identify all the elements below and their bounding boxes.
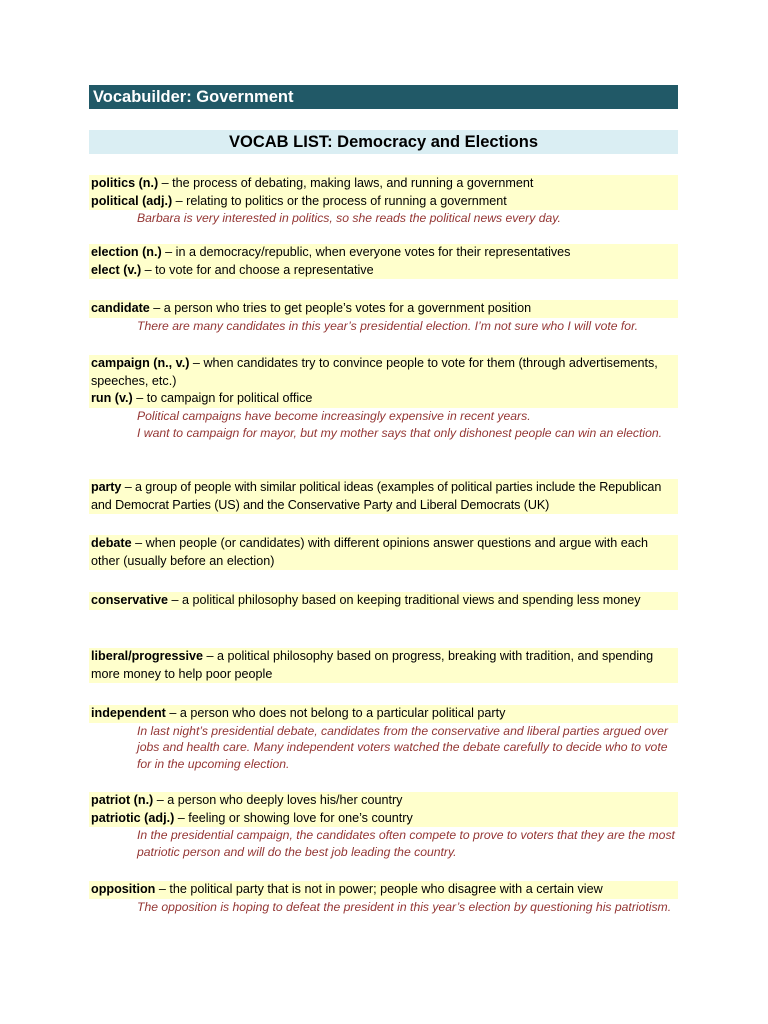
definition	[89, 300, 678, 318]
vocab-entry-independent	[89, 705, 678, 773]
vocab-list-title	[89, 130, 678, 154]
term: independent	[91, 706, 166, 720]
vocab-entry-party	[89, 479, 678, 514]
definition-text: – when people (or candidates) with different opinions answer questions and argue with each other (usually before an election)	[91, 536, 649, 568]
term: patriotic (adj.)	[91, 810, 175, 825]
definition-text: – to campaign for political office	[132, 391, 313, 406]
example-sentence: There are many candidates in this year’s presidential election. I’m not sure who I will vote for.	[137, 318, 639, 333]
definition-text: – a person who tries to get people’s votes for a government position	[149, 301, 532, 315]
term: run (v.)	[91, 391, 133, 406]
vocab-entry-patriot	[89, 792, 678, 861]
vocab-entry-conservative	[89, 592, 678, 610]
term: patriot (n.)	[91, 793, 154, 807]
example-sentence: I want to campaign for mayor, but my mother says that only dishonest people can win an election.	[137, 425, 663, 440]
term: liberal/progressive	[91, 649, 203, 663]
definition	[89, 390, 678, 408]
definition	[89, 193, 678, 211]
term: campaign (n., v.)	[91, 356, 190, 370]
definition-text: – to vote for and choose a representative	[141, 262, 374, 277]
definition	[89, 881, 678, 899]
definition	[89, 810, 678, 828]
example-sentence: In last night’s presidential debate, candidates from the conservative and liberal parties argued over jobs and health care. Many independent voters watched the debate carefully to decide who to vote for in the upcoming election.	[137, 723, 668, 772]
definition	[89, 535, 678, 570]
definition-text: – a political philosophy based on progress, breaking with tradition, and spending more money to help poor people	[91, 649, 654, 681]
header-title: Vocabuilder: Government	[93, 88, 294, 106]
definition-text: – a group of people with similar political ideas (examples of political parties include the Republican and Democrat Parties (US) and the Conservative Party and Liberal Democrats (UK)	[91, 480, 662, 512]
term: politics (n.)	[91, 176, 159, 190]
definition-text: – the political party that is not in power; people who disagree with a certain view	[155, 882, 603, 896]
definition-text: – a person who does not belong to a particular political party	[165, 706, 506, 720]
vocab-entry-election	[89, 244, 678, 279]
example-sentence: In the presidential campaign, the candidates often compete to prove to voters that they are the most patriotic person and will do the best job leading the country.	[137, 828, 675, 859]
definition	[89, 244, 678, 262]
definition-text: – relating to politics or the process of running a government	[172, 193, 507, 208]
definition	[89, 262, 678, 280]
term: party	[91, 480, 122, 494]
vocab-list-title-text: VOCAB LIST: Democracy and Elections	[229, 133, 538, 151]
example-sentence: The opposition is hoping to defeat the president in this year’s election by questioning his patriotism.	[137, 899, 672, 914]
definition	[89, 592, 678, 610]
term: debate	[91, 536, 132, 550]
term: election (n.)	[91, 245, 162, 259]
definition	[89, 479, 678, 514]
vocab-entry-candidate	[89, 300, 678, 334]
definition-text: – when candidates try to convince people to vote for them (through advertisements, speeches, etc.)	[91, 356, 658, 388]
vocab-entry-opposition	[89, 881, 678, 915]
vocab-entry-politics	[89, 175, 678, 227]
page-header	[89, 85, 678, 109]
definition-text: – a person who deeply loves his/her country	[153, 793, 403, 807]
example-sentence: Political campaigns have become increasingly expensive in recent years.	[137, 408, 531, 423]
term: conservative	[91, 593, 169, 607]
definition-text: – the process of debating, making laws, and running a government	[158, 176, 534, 190]
term: political (adj.)	[91, 193, 173, 208]
vocab-entry-liberal-progressive	[89, 648, 678, 683]
definition-text: – feeling or showing love for one’s country	[174, 810, 413, 825]
term: candidate	[91, 301, 150, 315]
term: elect (v.)	[91, 262, 142, 277]
term: opposition	[91, 882, 156, 896]
vocab-entry-debate	[89, 535, 678, 570]
definition	[89, 792, 678, 810]
example-sentence: Barbara is very interested in politics, so she reads the political news every day.	[137, 211, 561, 226]
definition	[89, 175, 678, 193]
definition	[89, 705, 678, 723]
definition-text: – in a democracy/republic, when everyone votes for their representatives	[161, 245, 571, 259]
vocab-entry-campaign	[89, 355, 678, 441]
definition	[89, 355, 678, 390]
definition	[89, 648, 678, 683]
definition-text: – a political philosophy based on keeping traditional views and spending less money	[168, 593, 641, 607]
